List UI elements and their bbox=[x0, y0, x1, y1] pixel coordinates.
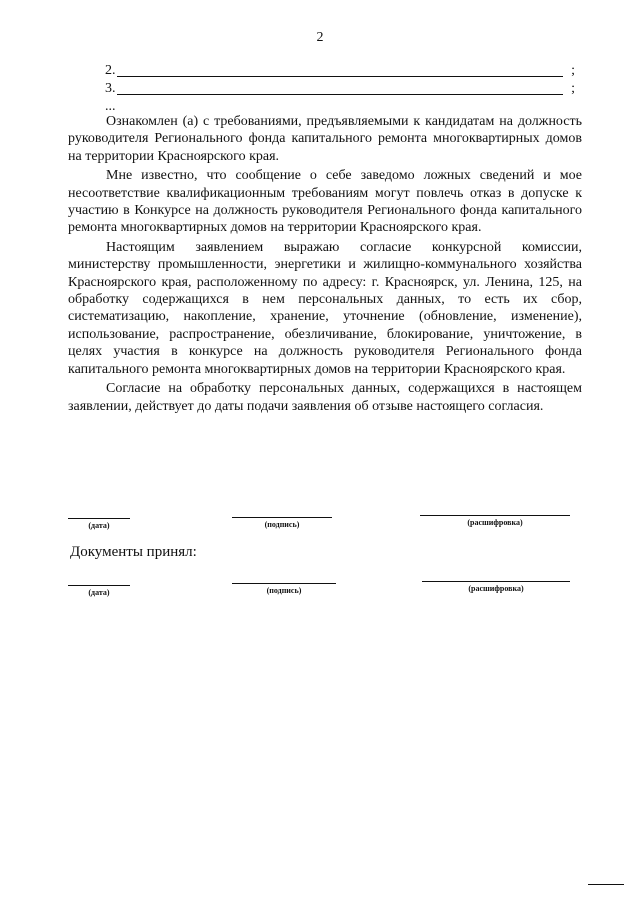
numbered-list bbox=[105, 62, 575, 116]
blank-fill-line bbox=[117, 82, 564, 95]
paragraph-consent-validity: Согласие на обработку персональных данных, содержащихся в настоящем заявлении, действует до даты подачи заявления об отзыве настоящего согласия. bbox=[68, 381, 582, 414]
corner-mark bbox=[588, 884, 624, 885]
signature-line bbox=[232, 517, 332, 518]
signature-label: (подпись) bbox=[266, 586, 302, 595]
decoding-label: (расшифровка) bbox=[468, 584, 524, 593]
paragraph-acknowledgement: Ознакомлен (а) с требованиями, предъявляемыми к кандидатам на должность руководителя Регионального фонда капитального ремонта многоквартирных домов на территории Красноярского края. bbox=[68, 114, 582, 164]
list-item bbox=[105, 62, 575, 80]
date-label: (дата) bbox=[88, 588, 110, 597]
list-item-number: 2. bbox=[105, 63, 116, 78]
decoding-line bbox=[422, 581, 570, 582]
statement-body bbox=[68, 113, 582, 417]
paragraph-false-info-warning: Мне известно, что сообщение о себе заведомо ложных сведений и мое несоответствие квалификационным требованиям могут повлечь отказ в допуске к участию в Конкурсе на должность руководителя Регионального фонда капитального ремонта многоквартирных домов на территории Красноярского края. bbox=[68, 168, 582, 236]
documents-accepted-label: Документы принял: bbox=[70, 544, 197, 560]
page-number: 2 bbox=[316, 30, 324, 45]
list-ellipsis: ... bbox=[105, 99, 116, 114]
paragraph-data-consent: Настоящим заявлением выражаю согласие конкурсной комиссии, министерству промышленности, энергетики и жилищно-коммунального хозяйства Красноярского края, расположенному по адресу: г. Красноярск, ул. Ленина, 125, на обработку содержащихся в нем персональных данных, то есть их сбор, систематизацию, накопление, хранение, уточнение (обновление, изменение), использование, распространение, обезличивание, блокирование, уничтожение, в целях участия в конкурсе на должность руководителя Регионального фонда капитального ремонта многоквартирных домов на территории Красноярского края. bbox=[68, 239, 582, 377]
signature-label: (подпись) bbox=[264, 520, 300, 529]
date-label: (дата) bbox=[88, 521, 110, 530]
list-item-end: ; bbox=[571, 63, 575, 78]
decoding-label: (расшифровка) bbox=[467, 518, 523, 527]
date-line bbox=[68, 585, 130, 586]
date-line bbox=[68, 518, 130, 519]
blank-fill-line bbox=[117, 64, 564, 77]
signature-line bbox=[232, 583, 336, 584]
list-item bbox=[105, 80, 575, 98]
decoding-line bbox=[420, 515, 570, 516]
list-item-end: ; bbox=[571, 81, 575, 96]
list-item-number: 3. bbox=[105, 81, 116, 96]
